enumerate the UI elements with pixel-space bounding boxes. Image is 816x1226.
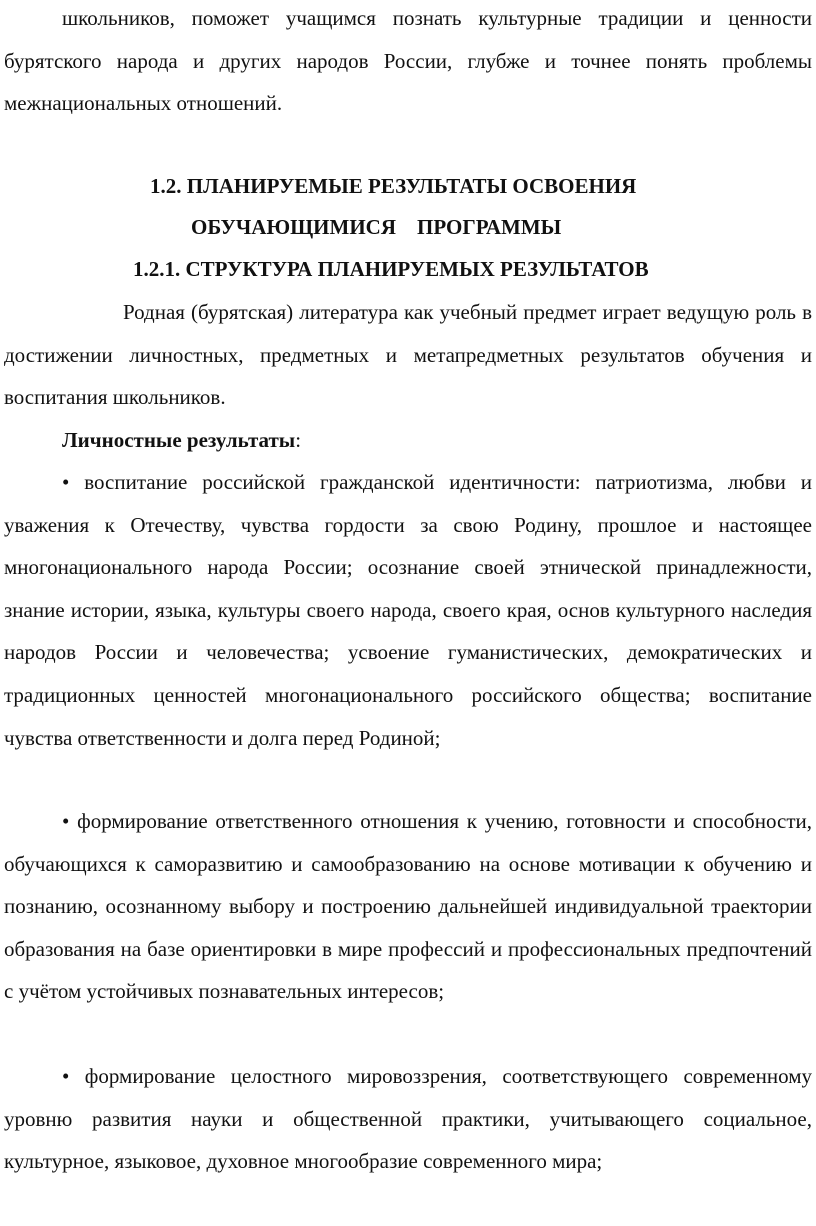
lead-paragraph: Родная (бурятская) литература как учебный предмет играет ведущую роль в достижении личностных, предметных и метапредметных результатов обучения и воспитания школьников. xyxy=(4,300,812,410)
bullet-item-civic-identity: • воспитание российской гражданской идентичности: патриотизма, любви и уважения к Отечеству, чувства гордости за свою Родину, прошлое и настоящее многонационального народа России; осознание своей этнической принадлежности, знание истории, языка, культуры своего народа, своего края, основ культурного наследия народов России и человечества; усвоение гуманистических, демократических и традиционных ценностей многонационального российского общества; воспитание чувства ответственности и долга перед Родиной; xyxy=(4,470,812,750)
intro-paragraph: школьников, поможет учащимся познать культурные традиции и ценности бурятского народа и других народов России, глубже и точнее понять проблемы межнациональных отношений. xyxy=(4,6,812,116)
section-heading-line-2: ОБУЧАЮЩИМИСЯ ПРОГРАММЫ xyxy=(191,215,562,239)
personal-results-label: Личностные результаты xyxy=(62,428,296,452)
subsection-heading: 1.2.1. СТРУКТУРА ПЛАНИРУЕМЫХ РЕЗУЛЬТАТОВ xyxy=(133,257,649,281)
personal-results-colon: : xyxy=(295,428,302,452)
personal-results-heading xyxy=(4,419,812,462)
bullet-item-worldview: • формирование целостного мировоззрения, соответствующего современному уровню развития науки и общественной практики, учитывающего социальное, культурное, языковое, духовное многообразие современного мира; xyxy=(4,1064,812,1174)
section-heading-line-1: 1.2. ПЛАНИРУЕМЫЕ РЕЗУЛЬТАТЫ ОСВОЕНИЯ xyxy=(150,174,637,198)
bullet-item-responsible-learning: • формирование ответственного отношения к учению, готовности и способности, обучающихся к саморазвитию и самообразованию на основе мотивации к обучению и познанию, осознанному выбору и построению дальнейшей индивидуальной траектории образования на базе ориентировки в мире профессий и профессиональных предпочтений с учётом устойчивых познавательных интересов; xyxy=(4,809,812,1004)
